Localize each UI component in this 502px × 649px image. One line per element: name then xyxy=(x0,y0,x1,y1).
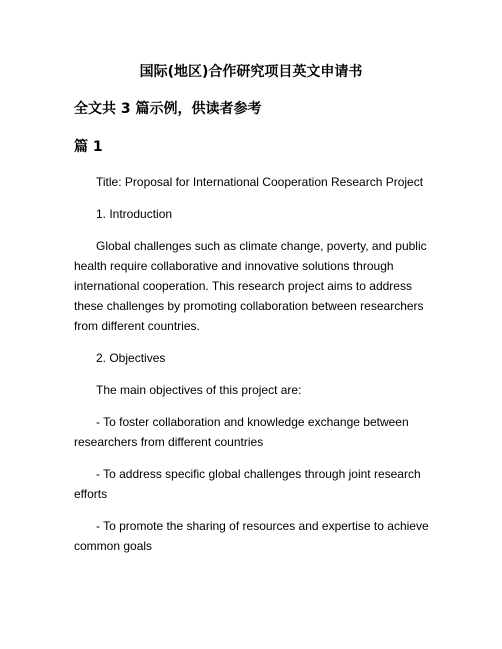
paragraph-heading-introduction: 1. Introduction xyxy=(96,207,173,221)
document-body xyxy=(74,172,436,568)
paragraph-introduction: Global challenges such as climate change, poverty, and public health require collaborative and innovative solutions through international cooperation. This research project aims to address these challenges by promoting collaboration between researchers from different countries. xyxy=(74,239,427,333)
document-subtitle: 全文共 3 篇示例，供读者参考 xyxy=(74,101,262,117)
list-item-objective-3: - To promote the sharing of resources and expertise to achieve common goals xyxy=(74,519,429,553)
paragraph-title-line: Title: Proposal for International Cooperation Research Project xyxy=(96,175,424,189)
paragraph-heading-objectives: 2. Objectives xyxy=(96,351,166,365)
paragraph-objectives-lead: The main objectives of this project are: xyxy=(96,383,302,397)
document-title: 国际(地区)合作研究项目英文申请书 xyxy=(139,64,363,80)
section-label: 篇 1 xyxy=(74,139,103,155)
list-item-objective-1: - To foster collaboration and knowledge exchange between researchers from different countries xyxy=(74,415,409,449)
list-item-objective-2: - To address specific global challenges through joint research efforts xyxy=(74,467,421,501)
